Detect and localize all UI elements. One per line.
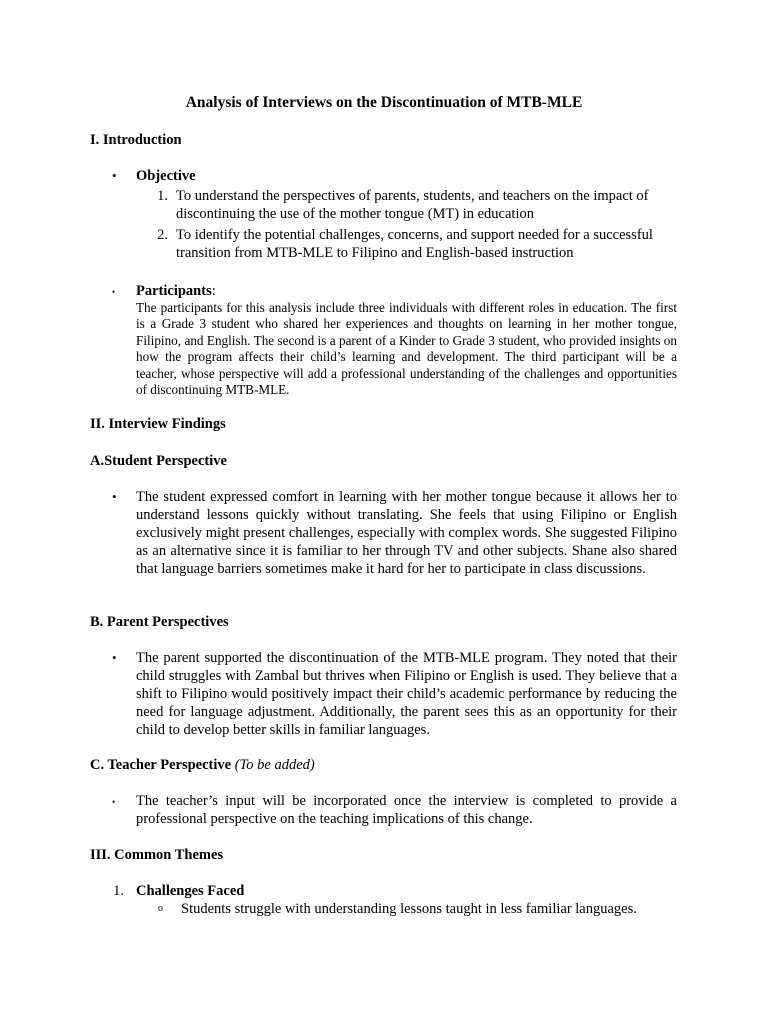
- objective-text: To identify the potential challenges, concerns, and support needed for a successful transition from MTB-MLE to Filipino and English-based instruction: [176, 227, 653, 261]
- section-heading-introduction: I. Introduction: [90, 132, 182, 148]
- objective-number: 2.: [157, 227, 168, 243]
- teacher-heading-text: C. Teacher Perspective: [90, 757, 232, 773]
- bullet-icon: •: [112, 168, 117, 183]
- bullet-icon: •: [112, 797, 116, 807]
- participants-label-text: Participants: [136, 283, 212, 299]
- teacher-heading-note: (To be added): [234, 757, 315, 773]
- objective-number: 1.: [157, 188, 168, 204]
- subsection-heading-parent: B. Parent Perspectives: [90, 614, 229, 630]
- objective-text: To understand the perspectives of parents, students, and teachers on the impact of discontinuing the use of the mother tongue (MT) in education: [176, 188, 649, 222]
- document-title: Analysis of Interviews on the Discontinuation of MTB-MLE: [185, 94, 583, 111]
- circle-bullet-icon: o: [158, 903, 163, 914]
- subsection-heading-student: A.Student Perspective: [90, 453, 227, 469]
- student-perspective-paragraph: The student expressed comfort in learning with her mother tongue because it allows her to understand lessons quickly without translating. She feels that using Filipino or English exclusively might present challenges, especially with complex words. She suggested Filipino as an alternative since it is familiar to her through TV and other subjects. Shane also shared that language barriers sometimes make it hard for her to participate in class discussions.: [136, 489, 677, 577]
- bullet-icon: •: [112, 650, 117, 665]
- participants-label-colon: :: [211, 283, 216, 299]
- subsection-heading-teacher: [90, 756, 315, 774]
- theme-sub-item: Students struggle with understanding lessons taught in less familiar languages.: [181, 901, 637, 917]
- section-heading-common-themes: III. Common Themes: [90, 847, 224, 863]
- participants-paragraph: The participants for this analysis include three individuals with different roles in education. The first is a Grade 3 student who shared her experiences and thoughts on learning in her mother tongue, Filipino, and English. The second is a parent of a Kinder to Grade 3 student, who provided insights on how the program affects their child’s learning and development. The third participant will be a teacher, whose perspective will add a professional understanding of the challenges and opportunities of discontinuing MTB-MLE.: [136, 300, 677, 398]
- theme-number: 1.: [113, 883, 124, 899]
- theme-label: Challenges Faced: [136, 883, 245, 899]
- participants-label: [136, 282, 216, 300]
- objective-label: Objective: [136, 168, 196, 184]
- teacher-perspective-paragraph: The teacher’s input will be incorporated once the interview is completed to provide a professional perspective on the teaching implications of this change.: [136, 793, 677, 827]
- bullet-icon: •: [112, 489, 117, 504]
- section-heading-interview-findings: II. Interview Findings: [90, 416, 226, 432]
- parent-perspective-paragraph: The parent supported the discontinuation of the MTB-MLE program. They noted that their child struggles with Zambal but thrives when Filipino or English is used. They believe that a shift to Filipino would positively impact their child’s academic performance by reducing the need for language adjustment. Additionally, the parent sees this as an opportunity for their child to develop better skills in familiar languages.: [136, 650, 677, 738]
- bullet-icon: •: [112, 287, 116, 297]
